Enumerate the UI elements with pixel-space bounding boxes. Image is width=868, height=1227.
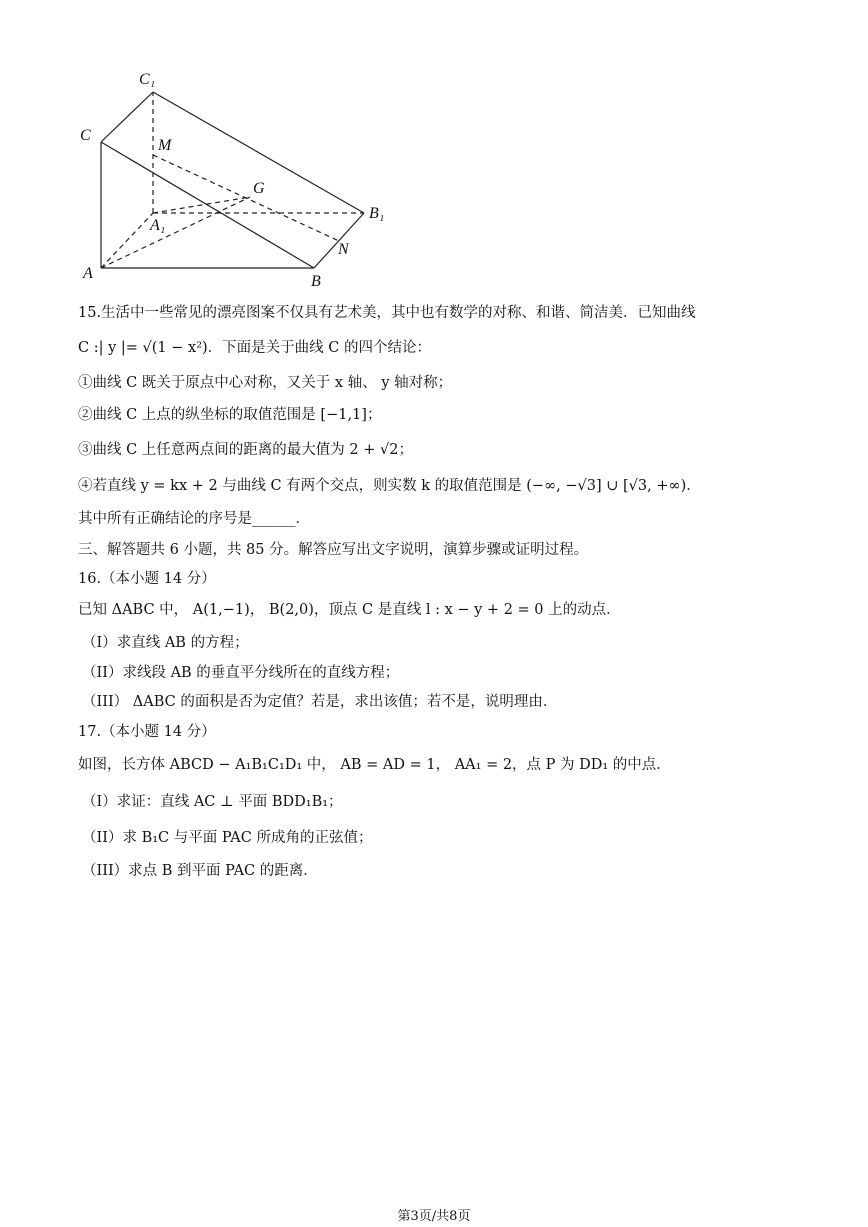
edge-CB — [101, 142, 314, 268]
segment-AG — [101, 197, 250, 268]
q17-head: 17.（本小题 14 分） — [78, 724, 216, 740]
q15-ask: 其中所有正确结论的序号是______． — [78, 511, 310, 527]
q16-stem: 已知 ΔABC 中， A(1,−1)， B(2,0)，顶点 C 是直线 l : x − y + 2 = 0 上的动点． — [78, 602, 621, 618]
label-B: B — [311, 273, 321, 290]
q17-part-1: （I）求证：直线 AC ⊥ 平面 BDD₁B₁； — [82, 794, 343, 810]
q15-statement-2: ②曲线 C 上点的纵坐标的取值范围是 [−1,1]； — [78, 407, 382, 423]
edge-CC1 — [101, 92, 153, 142]
q16-part-2: （II）求线段 AB 的垂直平分线所在的直线方程； — [82, 665, 400, 681]
q17-part-3: （III）求点 B 到平面 PAC 的距离． — [82, 863, 318, 879]
q16-head: 16.（本小题 14 分） — [78, 571, 216, 587]
label-C: C — [80, 127, 91, 144]
edge-AA1 — [101, 213, 153, 268]
section-3-header: 三、解答题共 6 小题，共 85 分。解答应写出文字说明，演算步骤或证明过程。 — [78, 542, 589, 558]
q16-part-1: （I）求直线 AB 的方程； — [82, 635, 249, 651]
label-M: M — [158, 137, 172, 154]
q17-part-2: （II）求 B₁C 与平面 PAC 所成角的正弦值； — [82, 830, 373, 846]
q15-statement-3: ③曲线 C 上任意两点间的距离的最大值为 2 + √2； — [78, 442, 413, 458]
q15-statement-4: ④若直线 y = kx + 2 与曲线 C 有两个交点，则实数 k 的取值范围是 (−∞, −√3] ∪ [√3, +∞)． — [78, 478, 701, 494]
segment-A1G — [153, 197, 250, 213]
label-G: G — [253, 180, 265, 197]
q17-stem: 如图，长方体 ABCD − A₁B₁C₁D₁ 中， AB = AD = 1， AA₁ = 2，点 P 为 DD₁ 的中点． — [78, 757, 671, 773]
label-A1: A₁ — [150, 217, 166, 234]
label-C1: C₁ — [139, 71, 156, 88]
page-footer: 第3页/共8页 — [397, 1209, 471, 1224]
label-B1: B₁ — [369, 205, 385, 222]
q15-stem-line1: 15.生活中一些常见的漂亮图案不仅具有艺术美，其中也有数学的对称、和谐、简洁美．已知曲线 — [78, 305, 696, 321]
q15-stem-line2: C :| y |= √(1 − x²)．下面是关于曲线 C 的四个结论： — [78, 340, 431, 356]
label-A: A — [83, 265, 93, 282]
label-N: N — [338, 241, 349, 258]
q15-statement-1: ①曲线 C 既关于原点中心对称，又关于 x 轴、 y 轴对称； — [78, 375, 453, 391]
prism-figure — [0, 0, 868, 300]
q16-part-3: （III） ΔABC 的面积是否为定值？若是，求出该值；若不是，说明理由． — [82, 694, 558, 710]
